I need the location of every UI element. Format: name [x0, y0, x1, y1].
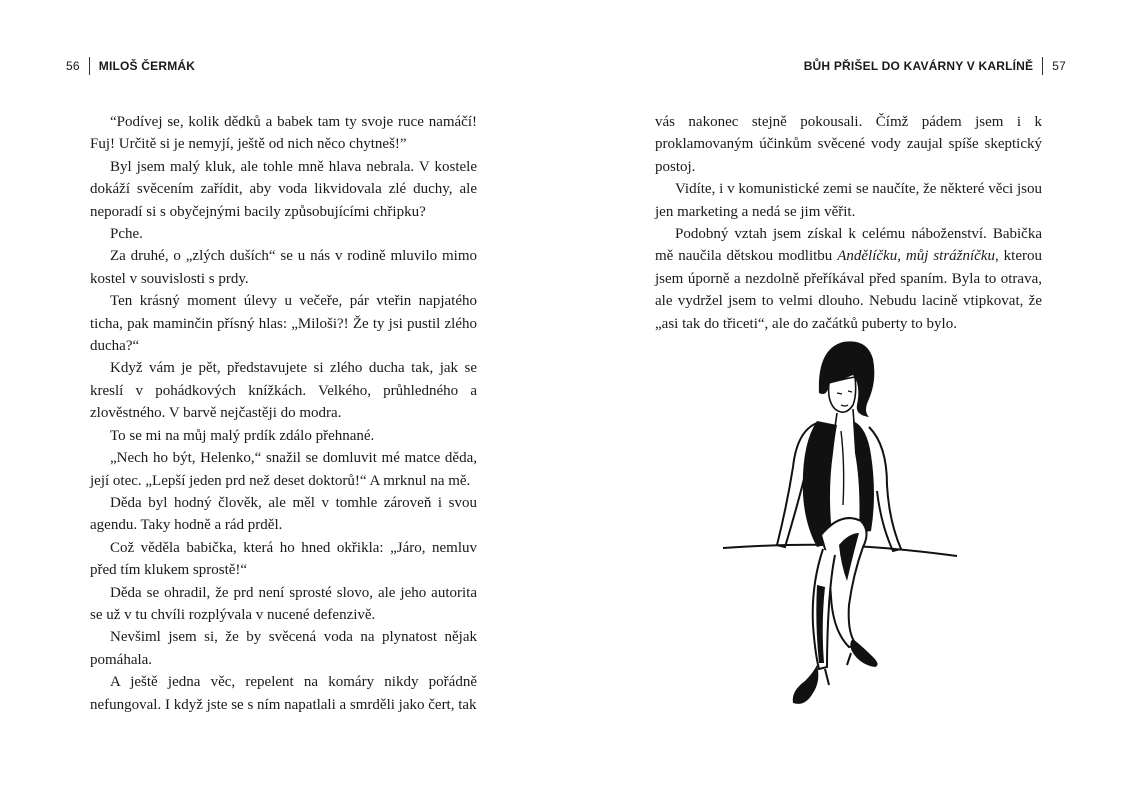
paragraph: Děda se ohradil, že prd není sprosté slovo, ale jeho autorita se už v tu chvíli rozplývala v nucené defenzivě. — [90, 584, 477, 623]
paragraph: To se mi na můj malý prdík zdálo přehnané. — [110, 427, 375, 444]
paragraph: Což věděla babička, která ho hned okřikla: „Járo, nemluv před tím klukem sprostě!“ — [90, 539, 477, 579]
header-divider — [89, 57, 90, 75]
text-run: Podobný vztah jsem získal k celému náboženství. Babička mě naučila dětskou modlitbu — [655, 226, 1042, 265]
paragraph — [655, 223, 1042, 335]
page-number-left: 56 — [66, 59, 80, 73]
header-divider — [1042, 57, 1043, 75]
right-running-head — [804, 57, 1066, 75]
author-name: MILOŠ ČERMÁK — [98, 59, 196, 73]
right-page — [566, 0, 1132, 800]
text-run: , kterou jsem úporně a nezdolně přeříkával před spaním. Byla to otrava, ale vydržel jsem to velmi dlouho. Nebudu lacině vtipkovat, že „asi tak do třiceti“, ale do začátků puberty to bylo. — [655, 248, 1042, 332]
paragraph: Vidíte, i v komunistické zemi se naučíte, že některé věci jsou jen marketing a nedá se jim věřit. — [655, 181, 1042, 220]
paragraph: Když vám je pět, představujete si zlého ducha tak, jak se kreslí v pohádkových knížkách. Velkého, průhledného a zlověstného. V barvě nejčastěji do modra. — [90, 360, 477, 422]
paragraph: Děda byl hodný člověk, ale měl v tomhle zároveň i svou agendu. Taky hodně a rád prděl. — [90, 494, 477, 534]
paragraph: „Nech ho být, Helenko,“ snažil se domluvit mé matce děda, její otec. „Lepší jeden prd než deset doktorů!“ A mrknul na mě. — [90, 450, 477, 489]
paragraph: Nevšiml jsem si, že by svěcená voda na plynatost nějak pomáhala. — [90, 629, 477, 668]
page-number-right: 57 — [1052, 59, 1066, 73]
paragraph: “Podívej se, kolik dědků a babek tam ty svoje ruce namáčí! Fuj! Určitě si je nemyjí, ještě od nich něco chytneš!” — [90, 114, 477, 153]
left-running-head — [66, 57, 195, 75]
paragraph: Pche. — [110, 226, 143, 243]
chapter-title: BŮH PŘIŠEL DO KAVÁRNY V KARLÍNĚ — [803, 59, 1034, 73]
woman-sitting-ink-drawing-icon — [721, 335, 961, 715]
left-body-text — [90, 111, 477, 716]
paragraph: Za druhé, o „zlých duších“ se u nás v rodině mluvilo mimo kostel v souvislosti s prdy. — [90, 248, 477, 287]
right-body-text — [655, 111, 1042, 335]
paragraph: A ještě jedna věc, repelent na komáry nikdy pořádně nefungoval. I když jste se s ním napatlali a smrděli jako čert, tak — [90, 674, 477, 713]
paragraph: Byl jsem malý kluk, ale tohle mně hlava nebrala. V kostele dokáží svěcením zařídit, aby voda likvidovala zlé duchy, ale neporadí si s obyčejnými bacily způsobujícími chřipku? — [90, 158, 477, 220]
prayer-title: Andělíčku, můj strážníčku — [837, 248, 995, 265]
paragraph: Ten krásný moment úlevy u večeře, pár vteřin napjatého ticha, pak maminčin přísný hlas: „Miloši?! Že ty jsi pustil zlého ducha?“ — [90, 293, 477, 355]
paragraph: vás nakonec stejně pokousali. Čímž pádem jsem i k proklamovaným účinkům svěcené vody zaujal spíše skeptický postoj. — [655, 114, 1042, 175]
